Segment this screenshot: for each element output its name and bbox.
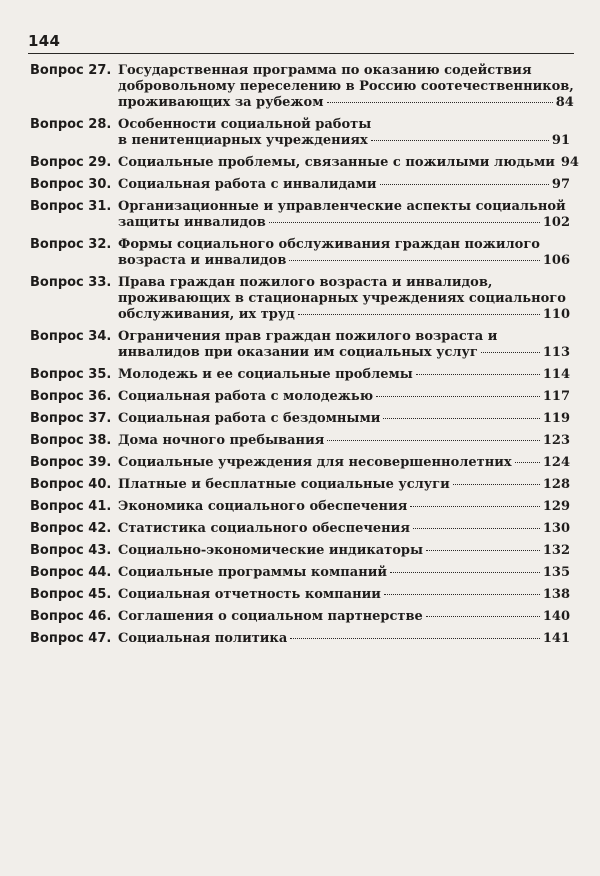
dot-leader (384, 594, 540, 595)
toc-entry-title-line: в пенитенциарных учреждениях (118, 133, 368, 148)
dot-leader (410, 506, 540, 507)
toc-entry-title (118, 609, 570, 625)
toc-entry-page-number: 123 (542, 433, 570, 448)
toc-entry-last-line (118, 177, 570, 193)
toc-entry-label: Вопрос 44. (30, 565, 112, 580)
toc-entry-title (118, 411, 570, 427)
toc-entry-title (118, 199, 570, 231)
toc-entry-last-line (118, 307, 570, 323)
toc-entry-title (118, 565, 570, 581)
toc-entry-title-line: Ограничения прав граждан пожилого возраста и (118, 329, 498, 344)
toc-entry-title (118, 631, 570, 647)
toc-entry-page-number: 117 (542, 389, 570, 404)
toc-entry-label: Вопрос 41. (30, 499, 112, 514)
toc-entry-title (118, 63, 574, 111)
toc-entry (30, 155, 579, 171)
toc-entry-title-line: Социальная работа с инвалидами (118, 177, 377, 192)
toc-entry (30, 367, 570, 383)
toc-entry (30, 63, 574, 111)
toc-entry-page-number: 84 (555, 95, 574, 110)
dot-leader (390, 572, 540, 573)
toc-entry-title (118, 155, 579, 171)
toc-entry-title-line: Молодежь и ее социальные проблемы (118, 367, 413, 382)
dot-leader (269, 222, 540, 223)
toc-entry-page-number: 124 (542, 455, 570, 470)
toc-entry-title (118, 587, 570, 603)
toc-entry-last-line (118, 543, 570, 559)
toc-entry-label: Вопрос 42. (30, 521, 112, 536)
toc-entry-page-number: 135 (542, 565, 570, 580)
toc-entry-last-line (118, 631, 570, 647)
dot-leader (327, 102, 553, 103)
toc-entry-title-line: добровольному переселению в Россию соотечественников, (118, 79, 574, 94)
toc-entry-title-line: Организационные и управленческие аспекты социальной (118, 199, 566, 214)
toc-entry-title (118, 499, 570, 515)
toc-entry-title-line: Права граждан пожилого возраста и инвалидов, (118, 275, 493, 290)
toc-entry-title (118, 117, 570, 149)
toc-entry (30, 587, 570, 603)
toc-entry (30, 521, 570, 537)
toc-entry-title-line: защиты инвалидов (118, 215, 266, 230)
toc-entry (30, 117, 570, 149)
toc-entry-last-line (118, 155, 579, 171)
toc-entry-title (118, 237, 570, 269)
toc-entry (30, 477, 570, 493)
dot-leader (481, 352, 540, 353)
page-number: 144 (28, 32, 61, 50)
toc-entry-title (118, 433, 570, 449)
toc-entry-title-line: Социальные программы компаний (118, 565, 388, 580)
toc-entry (30, 199, 570, 231)
toc-entry-title-line: Социальная политика (118, 631, 288, 646)
toc-entry-page-number: 129 (542, 499, 570, 514)
toc-entry-title-line: Формы социального обслуживания граждан пожилого (118, 237, 540, 252)
toc-entry-title (118, 177, 570, 193)
toc-entry (30, 499, 570, 515)
toc-entry-last-line (118, 455, 570, 471)
toc-entry-title (118, 543, 570, 559)
toc-entry-title-line: возраста и инвалидов (118, 253, 287, 268)
toc-entry-title (118, 389, 570, 405)
toc-entry-label: Вопрос 46. (30, 609, 112, 624)
toc-entry-title (118, 367, 570, 383)
dot-leader (383, 418, 539, 419)
toc-entry-title-line: обслуживания, их труд (118, 307, 295, 322)
toc-entry-label: Вопрос 34. (30, 329, 112, 344)
dot-leader (426, 550, 540, 551)
toc-entry-title-line: Государственная программа по оказанию содействия (118, 63, 532, 78)
toc-entry (30, 389, 570, 405)
header-rule (28, 53, 574, 54)
toc-entry-last-line (118, 133, 570, 149)
toc-entry (30, 177, 570, 193)
toc-entry-title-line: инвалидов при оказании им социальных услуг (118, 345, 478, 360)
toc-entry-title (118, 521, 570, 537)
toc-entry-label: Вопрос 32. (30, 237, 112, 252)
toc-entry-last-line (118, 345, 570, 361)
toc-entry-page-number: 114 (542, 367, 570, 382)
toc-entry-title-line: Социальная работа с молодежью (118, 389, 374, 404)
show-through-text (30, 690, 570, 705)
toc-entry-label: Вопрос 38. (30, 433, 112, 448)
toc-entry-last-line (118, 95, 574, 111)
toc-entry-last-line (118, 499, 570, 515)
toc-entry-label: Вопрос 35. (30, 367, 112, 382)
toc-entry-title (118, 275, 570, 323)
toc-entry-title-line: Дома ночного пребывания (118, 433, 325, 448)
toc-entry-label: Вопрос 31. (30, 199, 112, 214)
toc-entry-title-line: Социальные проблемы, связанные с пожилыми людьми (118, 155, 555, 170)
toc-entry-label: Вопрос 36. (30, 389, 112, 404)
toc-entry-page-number: 97 (551, 177, 570, 192)
toc-entry (30, 275, 570, 323)
table-of-contents (30, 63, 579, 653)
dot-leader (380, 184, 549, 185)
toc-entry-last-line (118, 521, 570, 537)
toc-entry (30, 543, 570, 559)
toc-entry-page-number: 113 (542, 345, 570, 360)
dot-leader (515, 462, 540, 463)
toc-entry-page-number: 128 (542, 477, 570, 492)
toc-entry-label: Вопрос 47. (30, 631, 112, 646)
toc-entry-label: Вопрос 43. (30, 543, 112, 558)
toc-entry-last-line (118, 367, 570, 383)
toc-entry-last-line (118, 411, 570, 427)
dot-leader (327, 440, 540, 441)
toc-entry-last-line (118, 253, 570, 269)
toc-entry-title-line: Платные и бесплатные социальные услуги (118, 477, 450, 492)
dot-leader (289, 260, 539, 261)
toc-entry-page-number: 140 (542, 609, 570, 624)
dot-leader (371, 140, 549, 141)
toc-entry-label: Вопрос 29. (30, 155, 112, 170)
toc-entry-last-line (118, 565, 570, 581)
toc-entry-last-line (118, 477, 570, 493)
toc-entry-label: Вопрос 40. (30, 477, 112, 492)
toc-entry-page-number: 119 (542, 411, 570, 426)
toc-entry (30, 609, 570, 625)
toc-entry-label: Вопрос 27. (30, 63, 112, 78)
toc-entry-page-number: 130 (542, 521, 570, 536)
toc-entry-title (118, 455, 570, 471)
toc-entry (30, 237, 570, 269)
dot-leader (376, 396, 540, 397)
toc-entry-title-line: Социальная отчетность компании (118, 587, 381, 602)
dot-leader (426, 616, 540, 617)
toc-entry (30, 455, 570, 471)
toc-entry-label: Вопрос 45. (30, 587, 112, 602)
toc-entry-title (118, 477, 570, 493)
toc-entry-page-number: 106 (542, 253, 570, 268)
toc-entry (30, 433, 570, 449)
toc-entry-page-number: 141 (542, 631, 570, 646)
dot-leader (453, 484, 540, 485)
toc-entry-title-line: проживающих за рубежом (118, 95, 324, 110)
toc-entry-title-line: Социально-экономические индикаторы (118, 543, 424, 558)
toc-entry (30, 565, 570, 581)
dot-leader (416, 374, 540, 375)
toc-entry-last-line (118, 215, 570, 231)
toc-entry-title-line: Социальные учреждения для несовершеннолетних (118, 455, 512, 470)
toc-entry-page-number: 91 (551, 133, 570, 148)
toc-entry-label: Вопрос 37. (30, 411, 112, 426)
toc-entry-title-line: Соглашения о социальном партнерстве (118, 609, 423, 624)
toc-entry-label: Вопрос 28. (30, 117, 112, 132)
toc-entry (30, 329, 570, 361)
toc-entry-label: Вопрос 30. (30, 177, 112, 192)
toc-entry-label: Вопрос 39. (30, 455, 112, 470)
toc-entry-title-line: Экономика социального обеспечения (118, 499, 408, 514)
dot-leader (298, 314, 540, 315)
toc-entry (30, 411, 570, 427)
toc-entry-title-line: Особенности социальной работы (118, 117, 372, 132)
toc-entry-page-number: 138 (542, 587, 570, 602)
toc-entry-page-number: 94 (560, 155, 579, 170)
toc-entry-label: Вопрос 33. (30, 275, 112, 290)
toc-entry (30, 631, 570, 647)
dot-leader (413, 528, 540, 529)
toc-entry-title-line: проживающих в стационарных учреждениях социального (118, 291, 566, 306)
toc-entry-page-number: 102 (542, 215, 570, 230)
toc-entry-title-line: Статистика социального обеспечения (118, 521, 410, 536)
toc-entry-title-line: Социальная работа с бездомными (118, 411, 381, 426)
toc-entry-last-line (118, 609, 570, 625)
toc-entry-page-number: 110 (542, 307, 570, 322)
toc-entry-page-number: 132 (542, 543, 570, 558)
toc-entry-last-line (118, 587, 570, 603)
dot-leader (290, 638, 540, 639)
toc-entry-last-line (118, 433, 570, 449)
toc-entry-last-line (118, 389, 570, 405)
toc-entry-title (118, 329, 570, 361)
